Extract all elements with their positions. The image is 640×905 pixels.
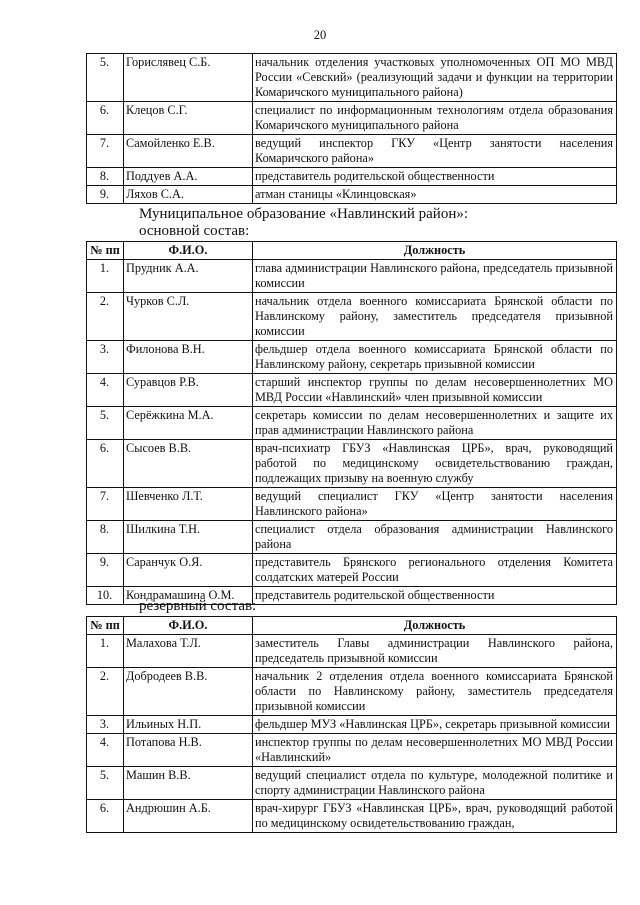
person-position: ведущий специалист ГКУ «Центр занятости населения Навлинского района» [253,488,617,521]
reserve-composition-label: резервный состав: [139,598,257,614]
table-row [87,716,617,734]
row-number: 9. [87,554,124,587]
top-table [86,53,617,204]
row-number: 6. [87,800,124,833]
person-name: Сысоев В.В. [124,440,253,488]
reserve-composition-table [86,616,617,833]
table-header-row [87,242,617,260]
table-row [87,488,617,521]
person-name: Клецов С.Г. [124,102,253,135]
table-row [87,440,617,488]
row-number: 1. [87,635,124,668]
table-row [87,668,617,716]
section-title: Муниципальное образование «Навлинский район»: [139,206,469,222]
row-number: 7. [87,135,124,168]
table-row [87,135,617,168]
page-number: 20 [313,28,327,42]
person-position: врач-хирург ГБУЗ «Навлинская ЦРБ», врач, руководящий работой по медицинскому освидетельствованию граждан, [253,800,617,833]
table-row [87,186,617,204]
row-number: 1. [87,260,124,293]
person-position: старший инспектор группы по делам несовершеннолетних МО МВД России «Навлинский» член призывной комиссии [253,374,617,407]
table-row [87,635,617,668]
table-row [87,168,617,186]
row-number: 8. [87,168,124,186]
table-row [87,374,617,407]
person-position: секретарь комиссии по делам несовершеннолетних и защите их прав администрации Навлинского района [253,407,617,440]
person-position: представитель родительской общественности [253,168,617,186]
person-position: представитель Брянского регионального отделения Комитета солдатских матерей России [253,554,617,587]
person-name: Потапова Н.В. [124,734,253,767]
person-position: представитель родительской общественности [253,587,617,605]
table-row [87,260,617,293]
row-number: 7. [87,488,124,521]
row-number: 6. [87,102,124,135]
person-position: начальник отдела военного комиссариата Брянской области по Навлинскому району, заместитель председателя призывной комиссии [253,293,617,341]
row-number: 2. [87,668,124,716]
header-position: Должность [253,242,617,260]
main-composition-table [86,241,617,605]
person-name: Суравцов Р.В. [124,374,253,407]
row-number: 5. [87,407,124,440]
person-position: ведущий специалист отдела по культуре, молодежной политике и спорту администрации Навлинского района [253,767,617,800]
row-number: 4. [87,734,124,767]
person-position: начальник 2 отделения отдела военного комиссариата Брянской области по Навлинскому району, заместитель председателя призывной комиссии [253,668,617,716]
person-name: Чурков С.Л. [124,293,253,341]
table-row [87,341,617,374]
person-position: специалист отдела образования администрации Навлинского района [253,521,617,554]
table-row [87,407,617,440]
row-number: 2. [87,293,124,341]
header-num: № пп [87,242,124,260]
row-number: 8. [87,521,124,554]
person-position: начальник отделения участковых уполномоченных ОП МО МВД России «Севский» (реализующий задачи и функции на территории Комаричского муниципального района) [253,54,617,102]
person-position: специалист по информационным технологиям отдела образования Комаричского муниципального района [253,102,617,135]
header-position: Должность [253,617,617,635]
header-name: Ф.И.О. [124,617,253,635]
main-composition-label: основной состав: [139,223,250,239]
person-name: Ильиных Н.П. [124,716,253,734]
row-number: 5. [87,767,124,800]
person-name: Ляхов С.А. [124,186,253,204]
person-name: Прудник А.А. [124,260,253,293]
person-name: Саранчук О.Я. [124,554,253,587]
row-number: 3. [87,341,124,374]
person-name: Поддуев А.А. [124,168,253,186]
person-position: ведущий инспектор ГКУ «Центр занятости населения Комаричского района» [253,135,617,168]
person-name: Машин В.В. [124,767,253,800]
person-position: глава администрации Навлинского района, председатель призывной комиссии [253,260,617,293]
table-row [87,102,617,135]
row-number: 6. [87,440,124,488]
table-row [87,734,617,767]
table-row [87,767,617,800]
person-name: Серёжкина М.А. [124,407,253,440]
row-number: 9. [87,186,124,204]
person-name: Шевченко Л.Т. [124,488,253,521]
row-number: 5. [87,54,124,102]
person-name: Андрюшин А.Б. [124,800,253,833]
person-name: Самойленко Е.В. [124,135,253,168]
person-name: Малахова Т.Л. [124,635,253,668]
person-name: Горислявец С.Б. [124,54,253,102]
row-number: 4. [87,374,124,407]
person-position: атман станицы «Клинцовская» [253,186,617,204]
person-position: фельдшер отдела военного комиссариата Брянской области по Навлинскому району, секретарь призывной комиссии [253,341,617,374]
person-position: заместитель Главы администрации Навлинского района, председатель призывной комиссии [253,635,617,668]
person-name: Кондрамашина О.М. [124,587,253,605]
person-position: врач-психиатр ГБУЗ «Навлинская ЦРБ», врач, руководящий работой по медицинскому освидетельствованию граждан, подлежащих призыву на военную службу [253,440,617,488]
row-number: 10. [87,587,124,605]
header-num: № пп [87,617,124,635]
table-header-row [87,617,617,635]
table-row [87,293,617,341]
table-row [87,800,617,833]
table-row [87,521,617,554]
table-row [87,54,617,102]
person-name: Филонова В.Н. [124,341,253,374]
person-name: Добродеев В.В. [124,668,253,716]
person-name: Шилкина Т.Н. [124,521,253,554]
table-row [87,554,617,587]
person-position: фельдшер МУЗ «Навлинская ЦРБ», секретарь призывной комиссии [253,716,617,734]
person-position: инспектор группы по делам несовершеннолетних МО МВД России «Навлинский» [253,734,617,767]
row-number: 3. [87,716,124,734]
header-name: Ф.И.О. [124,242,253,260]
